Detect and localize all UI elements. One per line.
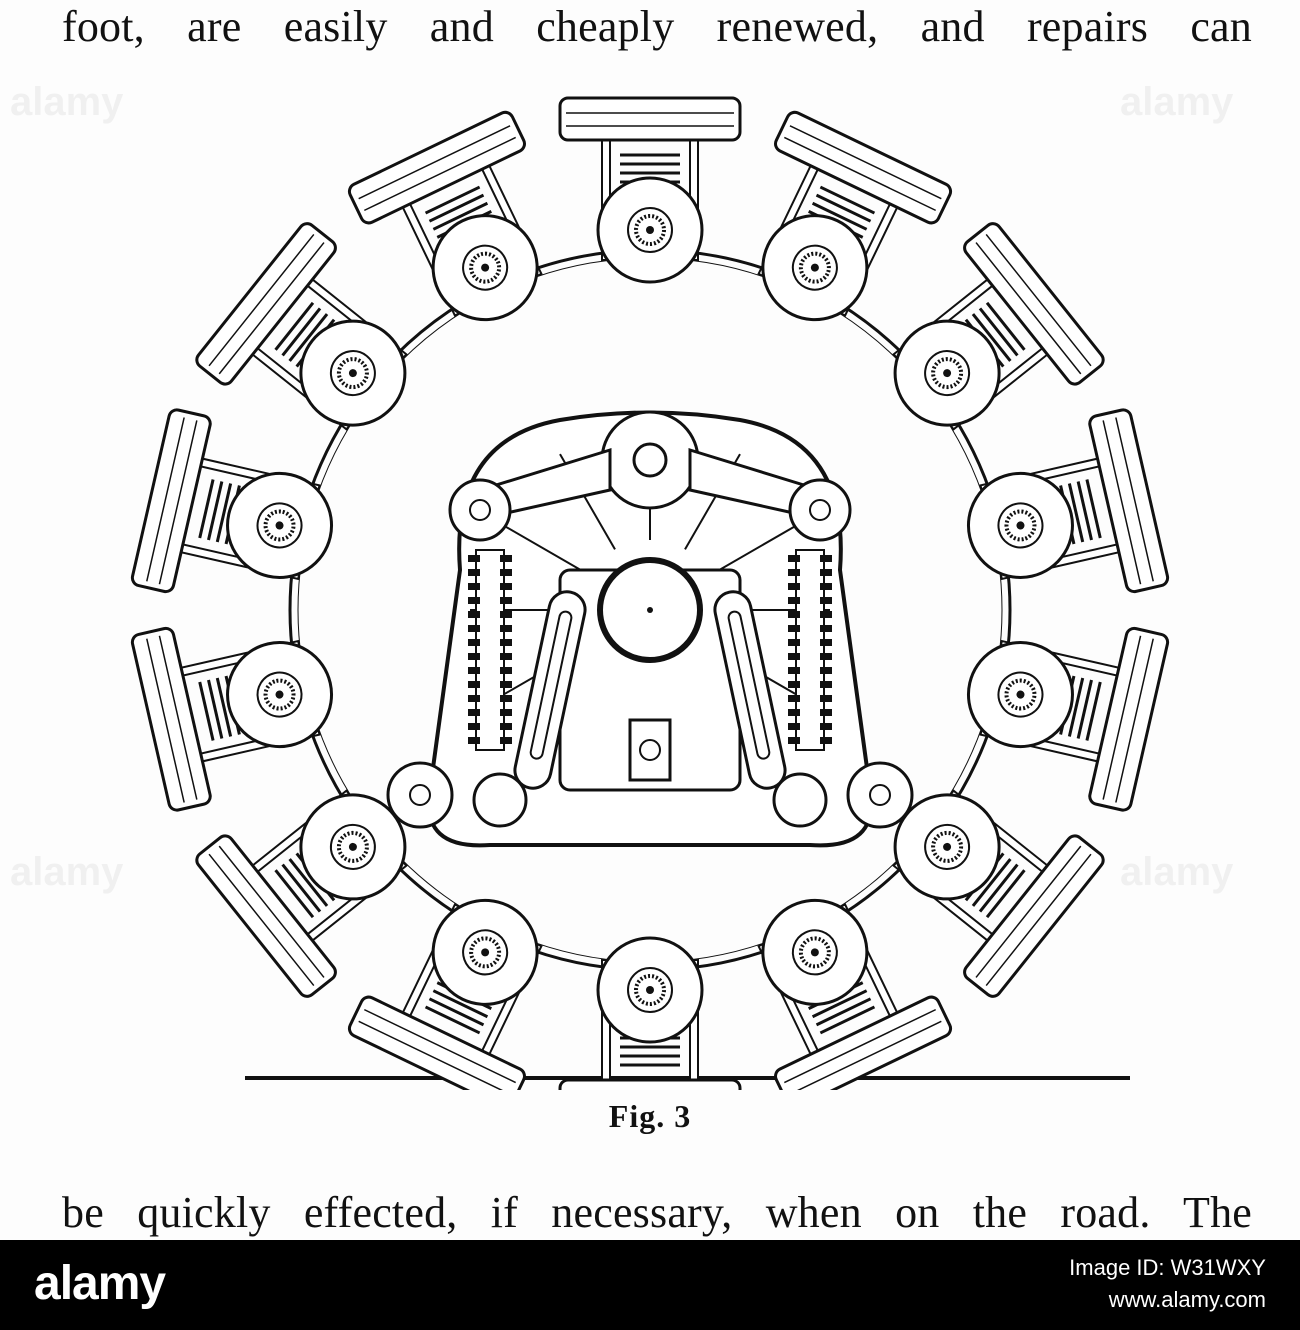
axle-center — [647, 607, 653, 613]
left-spring-tooth — [468, 583, 480, 590]
footer-bar — [0, 1240, 1300, 1330]
right-spring-tooth — [820, 667, 832, 674]
left-spring-tooth — [468, 709, 480, 716]
foot-assembly — [131, 408, 350, 624]
right-spring-tooth — [788, 569, 800, 576]
left-spring-tooth — [500, 611, 512, 618]
right-spring-tooth — [820, 695, 832, 702]
right-spring-tooth — [788, 709, 800, 716]
left-spring-tooth — [500, 709, 512, 716]
left-lower-pivot — [388, 763, 452, 827]
foot-pad — [131, 627, 212, 812]
right-spring-tooth — [820, 555, 832, 562]
right-spring-tooth — [788, 611, 800, 618]
foot-pad-line — [986, 854, 1091, 985]
left-spring-tooth — [500, 597, 512, 604]
image-id-label: Image ID: W31WXY — [1069, 1255, 1266, 1280]
right-spring-tooth — [788, 737, 800, 744]
right-spring-tooth — [820, 639, 832, 646]
foot-pad-line — [209, 234, 314, 365]
foot-pad — [1088, 408, 1169, 593]
figure-illustration — [60, 90, 1240, 1090]
right-spring-tooth — [820, 583, 832, 590]
right-spring-tooth — [820, 653, 832, 660]
left-spring-tooth — [468, 555, 480, 562]
right-spring-tooth — [788, 625, 800, 632]
axle-bracket — [630, 720, 670, 780]
foot-pad-line — [986, 234, 1091, 365]
left-spring-tooth — [468, 723, 480, 730]
foot-assembly — [711, 110, 953, 354]
right-spring-tooth — [820, 611, 832, 618]
left-spring-tooth — [500, 695, 512, 702]
right-spring-tooth — [788, 667, 800, 674]
left-spring-tooth — [500, 555, 512, 562]
left-spring-tooth — [500, 583, 512, 590]
right-spring-tooth — [788, 695, 800, 702]
left-spring-tooth — [468, 625, 480, 632]
foot-assembly — [950, 408, 1169, 624]
left-spring-tooth — [468, 639, 480, 646]
left-spring-tooth — [468, 569, 480, 576]
foot-pad — [131, 408, 212, 593]
right-spring-tooth — [820, 709, 832, 716]
left-spring-tooth — [468, 653, 480, 660]
foot-assembly — [194, 220, 450, 475]
watermark-text: alamy — [1120, 80, 1234, 124]
foot-assembly — [347, 866, 589, 1090]
foot-pad — [560, 98, 740, 140]
brand-logo[interactable]: alamy — [34, 1257, 166, 1310]
body-text-bottom-line: be quickly effected, if necessary, when on the road. The — [62, 1188, 1252, 1237]
right-spring-tooth — [788, 583, 800, 590]
watermark-text: alamy — [10, 80, 124, 124]
left-spring-tooth — [500, 639, 512, 646]
left-spring-tooth — [500, 737, 512, 744]
right-spring-tooth — [788, 597, 800, 604]
left-spring-tooth — [468, 737, 480, 744]
left-spring-tooth — [468, 597, 480, 604]
right-upper-lever-pivot — [790, 480, 850, 540]
left-spring-tooth — [500, 667, 512, 674]
right-spring-tooth — [788, 555, 800, 562]
foot-assembly — [950, 595, 1169, 811]
right-spring-tooth — [788, 723, 800, 730]
right-spring-column — [796, 550, 824, 750]
left-inner-pivot — [474, 774, 526, 826]
image-info — [1069, 1252, 1266, 1316]
right-spring-tooth — [820, 681, 832, 688]
right-spring-tooth — [820, 737, 832, 744]
top-pivot — [602, 412, 698, 508]
site-url[interactable]: www.alamy.com — [1108, 1287, 1266, 1312]
foot-assembly — [850, 220, 1106, 475]
left-spring-tooth — [500, 625, 512, 632]
foot-assembly — [131, 595, 350, 811]
right-spring-tooth — [820, 723, 832, 730]
right-spring-tooth — [788, 639, 800, 646]
foot-pad — [1088, 627, 1169, 812]
left-spring-column — [476, 550, 504, 750]
left-spring-tooth — [500, 681, 512, 688]
foot-assembly — [711, 866, 953, 1090]
left-spring-tooth — [500, 653, 512, 660]
left-spring-tooth — [468, 695, 480, 702]
foot-assembly — [347, 110, 589, 354]
left-spring-tooth — [468, 611, 480, 618]
left-spring-tooth — [500, 723, 512, 730]
figure-caption: Fig. 3 — [608, 1098, 692, 1134]
left-spring-tooth — [500, 569, 512, 576]
body-text-top-line: foot, are easily and cheaply renewed, and repairs can — [62, 2, 1252, 51]
radial-wheel-engraving-icon — [60, 90, 1240, 1090]
watermark-text: alamy — [10, 850, 124, 894]
right-inner-pivot — [774, 774, 826, 826]
hub-pin — [646, 226, 654, 234]
right-spring-tooth — [788, 653, 800, 660]
left-upper-lever-pivot — [450, 480, 510, 540]
foot-assembly — [560, 938, 740, 1090]
foot-pad — [560, 1080, 740, 1090]
left-spring-tooth — [468, 681, 480, 688]
foot-pad-line — [209, 854, 314, 985]
right-lower-pivot — [848, 763, 912, 827]
right-spring-tooth — [788, 681, 800, 688]
right-spring-tooth — [820, 625, 832, 632]
left-spring-tooth — [468, 667, 480, 674]
right-spring-tooth — [820, 597, 832, 604]
watermark-text: alamy — [1120, 850, 1234, 894]
hub-pin — [646, 986, 654, 994]
right-spring-tooth — [820, 569, 832, 576]
